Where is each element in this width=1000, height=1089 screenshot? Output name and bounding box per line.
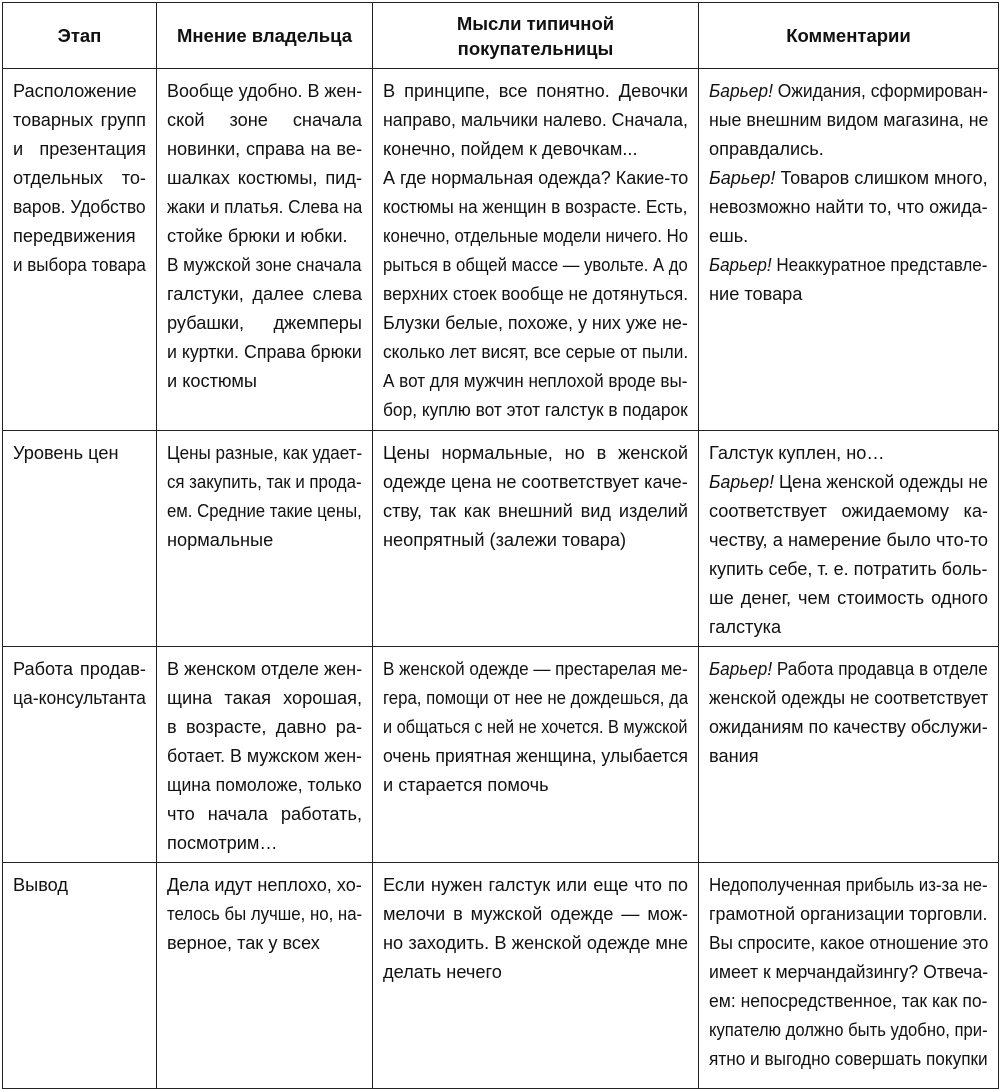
table-row (3, 647, 999, 863)
text-line: и выбора товара (13, 255, 146, 275)
text-line: Вообще удобно. В жен- (167, 81, 362, 101)
barrier-label: Барьер! (709, 659, 773, 679)
text-line: купить себе, т. е. потратить боль- (709, 559, 988, 579)
text-line: сколько лет висят, все серые от пыли. (383, 342, 688, 362)
cell-stage (3, 863, 157, 1089)
cell-customer-thoughts (373, 863, 699, 1089)
text-line: А где нормальная одежда? Какие-то (383, 168, 688, 188)
text-line: рыться в общей массе — увольте. А до (383, 255, 688, 275)
text-line: что начала работать, (167, 804, 362, 824)
text-line: Галстук куплен, но… (709, 443, 885, 463)
text-line (709, 77, 988, 106)
text-line: ботает. В мужском жен- (167, 746, 362, 766)
text-line: новинки, справа на ве- (167, 139, 362, 159)
text-line: и старается помочь (383, 775, 549, 795)
text-line: В женском отделе жен- (167, 659, 362, 679)
text-line: конечно, отдельные модели ничего. Но (383, 226, 688, 246)
header-stage: Этап (3, 3, 157, 69)
text-line: Уровень цен (13, 443, 119, 463)
cell-owner-opinion (157, 863, 373, 1089)
header-customer-line: Мысли типичной (456, 12, 615, 34)
text-line: соответствует ожидаемому ка- (709, 501, 988, 521)
text-line: мелочи в мужской одежде — мож- (383, 904, 688, 924)
cell-stage (3, 647, 157, 863)
text-line: очень приятная женщина, улыбается (383, 746, 688, 766)
text-line: грамотной организации торговли. (709, 904, 988, 924)
text-fragment: Товаров слишком много, (775, 168, 988, 188)
header-owner-opinion: Мнение владельца (157, 3, 373, 69)
header-comments: Комментарии (699, 3, 999, 69)
text-line: ся закупить, так и прода- (167, 472, 362, 492)
cell-customer-thoughts (373, 69, 699, 431)
text-line: товарных групп (13, 110, 146, 130)
text-line: направо, мальчики налево. Сначала, (383, 110, 688, 130)
cell-owner-opinion (157, 431, 373, 647)
text-line: Работа продав- (13, 659, 146, 679)
cell-comments (699, 431, 999, 647)
text-line: делать нечего (383, 962, 502, 982)
cell-customer-thoughts (373, 647, 699, 863)
text-line: ожиданиям по качеству обслужи- (709, 717, 988, 737)
text-line: Если нужен галстук или еще что по (383, 875, 688, 895)
text-line: Цены разные, как удает- (167, 443, 362, 463)
text-line: и общаться с ней не хочется. В мужской (383, 717, 688, 737)
text-line: щина помоложе, только (167, 775, 362, 795)
text-line: Цены нормальные, но в женской (383, 443, 688, 463)
text-line: в возрасте, давно ра- (167, 717, 362, 737)
barrier-label: Барьер! (709, 168, 776, 188)
text-line: жаки и платья. Слева на (167, 197, 362, 217)
text-line: галстука (709, 617, 782, 637)
text-line: и костюмы (167, 371, 257, 391)
text-line: отдельных то- (13, 168, 146, 188)
cell-stage (3, 431, 157, 647)
text-line: невозможно найти то, что ожида- (709, 197, 988, 217)
text-line: одежде цена не соответствует каче- (383, 472, 688, 492)
text-line: и куртки. Справа брюки (167, 342, 362, 362)
text-line (709, 468, 988, 497)
text-line: ние товара (709, 284, 803, 304)
text-line: ятно и выгодно совершать покупки (709, 1049, 988, 1069)
barrier-label: Барьер! (709, 472, 775, 492)
text-line: Расположение (13, 81, 137, 101)
barrier-label: Барьер! (709, 81, 773, 101)
text-line: ской зоне сначала (167, 110, 362, 130)
text-line: гера, помощи от нее не дождешься, да (383, 688, 688, 708)
text-line: ные внешним видом магазина, не (709, 110, 988, 130)
text-line: А вот для мужчин неплохой вроде вы- (383, 371, 688, 391)
text-fragment: Работа продавца в отделе (772, 659, 988, 679)
text-line: женской одежды не соответствует (709, 688, 988, 708)
header-customer-line: покупательницы (457, 37, 614, 59)
text-line: В женской одежде — престарелая ме- (383, 659, 688, 679)
text-line: ешь. (709, 226, 749, 246)
cell-customer-thoughts (373, 431, 699, 647)
text-line: ству, так как внешний вид изделий (383, 501, 688, 521)
text-line (709, 251, 988, 280)
text-line: Недополученная прибыль из-за не- (709, 875, 988, 895)
text-line: верное, так у всех (167, 933, 320, 953)
text-line: верхних стоек вообще не дотянуться. (383, 284, 688, 304)
cell-comments (699, 69, 999, 431)
comparison-table (2, 2, 999, 1089)
text-line: Вы спросите, какое отношение это (709, 933, 988, 953)
text-line (709, 164, 988, 193)
text-line: щина такая хорошая, (167, 688, 362, 708)
barrier-label: Барьер! (709, 255, 772, 275)
text-line: купателю должно быть удобно, при- (709, 1020, 988, 1040)
table-row (3, 69, 999, 431)
text-line: передвижения (13, 226, 136, 246)
text-line: рубашки, джемперы (167, 313, 362, 333)
text-line: имеет к мерчандайзингу? Отвеча- (709, 962, 988, 982)
text-line: шалках костюмы, пид- (167, 168, 362, 188)
text-line: бор, куплю вот этот галстук в подарок (383, 400, 688, 420)
text-line: костюмы на женщин в возрасте. Есть, (383, 197, 688, 217)
text-line: но заходить. В женской одежде мне (383, 933, 688, 953)
text-line: Блузки белые, похоже, у них уже не- (383, 313, 688, 333)
text-line: посмотрим… (167, 833, 278, 853)
cell-comments (699, 863, 999, 1089)
cell-comments (699, 647, 999, 863)
text-line: варов. Удобство (13, 197, 146, 217)
header-row (3, 3, 999, 69)
text-line: и презентация (13, 139, 146, 159)
header-customer-thoughts (373, 3, 699, 69)
text-line: оправдались. (709, 139, 824, 159)
text-fragment: Неаккуратное представле- (771, 255, 988, 275)
text-line: ца-консультанта (13, 688, 146, 708)
text-line: галстуки, далее слева (167, 284, 362, 304)
cell-stage (3, 69, 157, 431)
text-line: ше денег, чем стоимость одного (709, 588, 988, 608)
cell-owner-opinion (157, 647, 373, 863)
text-line: В мужской зоне сначала (167, 255, 362, 275)
text-line: конечно, пойдем к девочкам... (383, 139, 638, 159)
text-line: честву, а намерение было что-то (709, 530, 988, 550)
text-line (709, 655, 988, 684)
text-line: телось бы лучше, но, на- (167, 904, 362, 924)
text-line: В принципе, все понятно. Девочки (383, 81, 688, 101)
text-line: ем. Средние такие цены, (167, 501, 362, 521)
text-line: неопрятный (залежи товара) (383, 530, 627, 550)
text-line: вания (709, 746, 759, 766)
table-row (3, 431, 999, 647)
text-fragment: Ожидания, сформирован- (772, 81, 988, 101)
cell-owner-opinion (157, 69, 373, 431)
table-row (3, 863, 999, 1089)
text-line: Вывод (13, 875, 68, 895)
text-line: ем: непосредственное, так как по- (709, 991, 988, 1011)
text-line: Дела идут неплохо, хо- (167, 875, 362, 895)
text-line: нормальные (167, 530, 274, 550)
text-line: стойке брюки и юбки. (167, 226, 348, 246)
text-fragment: Цена женской одежды не (774, 472, 988, 492)
